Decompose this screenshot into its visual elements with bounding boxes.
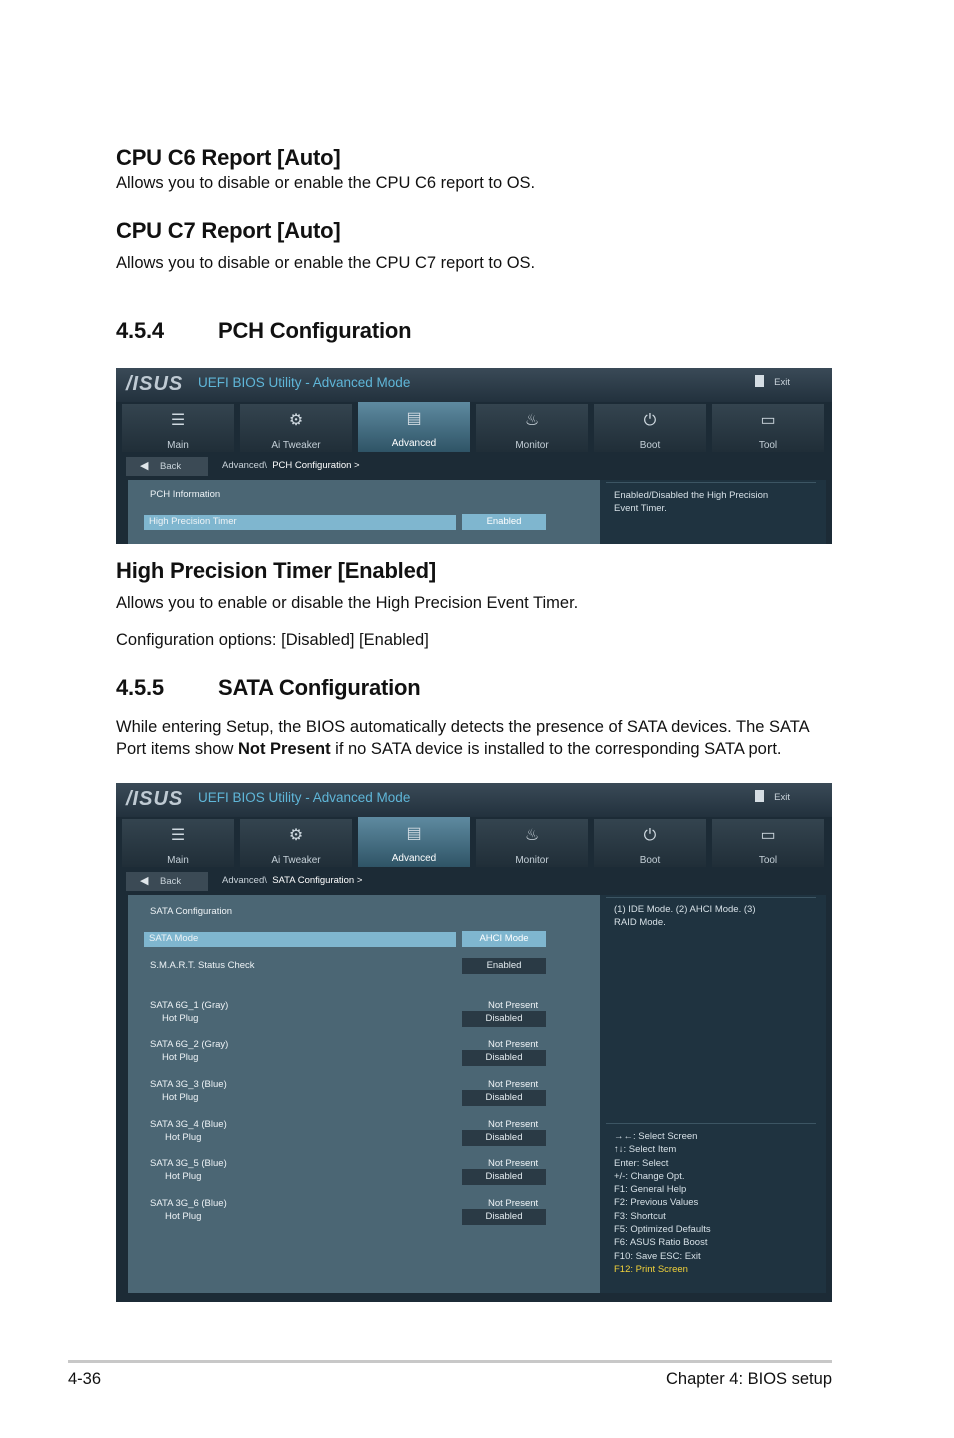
sata-port-status: Not Present bbox=[488, 1079, 539, 1090]
breadcrumb-bar bbox=[122, 456, 826, 478]
c6-description: Allows you to disable or enable the CPU C6 report to OS. bbox=[116, 174, 536, 192]
tool-icon: ▭ bbox=[760, 412, 776, 429]
bios-title: UEFI BIOS Utility - Advanced Mode bbox=[198, 375, 411, 390]
hot-plug-value[interactable]: Disabled bbox=[462, 1011, 546, 1027]
sata-port-name: SATA 3G_6 (Blue) bbox=[150, 1198, 227, 1209]
tab-tool[interactable]: ▭ Tool bbox=[712, 404, 824, 452]
key-print-screen: F12: Print Screen bbox=[614, 1263, 688, 1275]
hot-plug-value[interactable]: Disabled bbox=[462, 1130, 546, 1146]
sata-port-name: SATA 3G_3 (Blue) bbox=[150, 1079, 227, 1090]
footer-rule bbox=[68, 1360, 832, 1363]
asus-logo: /ISUS bbox=[126, 788, 184, 810]
exit-button[interactable]: Exit bbox=[774, 377, 790, 388]
sata-port-status: Not Present bbox=[488, 1198, 539, 1209]
monitor-icon: ♨ bbox=[524, 827, 540, 844]
c7-description: Allows you to disable or enable the CPU C7 report to OS. bbox=[116, 254, 536, 272]
sata-description-line-1: While entering Setup, the BIOS automatically detects the presence of SATA devices. The SATA bbox=[116, 718, 810, 736]
exit-button[interactable]: Exit bbox=[774, 792, 790, 803]
key-enter: Enter: Select bbox=[614, 1157, 669, 1169]
power-icon: ⏻ bbox=[643, 412, 657, 429]
exit-icon[interactable] bbox=[755, 375, 764, 387]
pch-section-number: 4.5.4 bbox=[116, 318, 164, 343]
key-previous-values: F2: Previous Values bbox=[614, 1197, 699, 1209]
sata-port-name: SATA 3G_5 (Blue) bbox=[150, 1158, 227, 1169]
tab-main[interactable]: ☰ Main bbox=[122, 404, 234, 452]
bios-tabs bbox=[122, 819, 826, 867]
hpt-description: Allows you to enable or disable the High Precision Event Timer. bbox=[116, 594, 579, 612]
exit-icon[interactable] bbox=[755, 790, 764, 802]
hot-plug-label: Hot Plug bbox=[162, 1052, 199, 1063]
hot-plug-value[interactable]: Disabled bbox=[462, 1090, 546, 1106]
hot-plug-label: Hot Plug bbox=[165, 1211, 202, 1222]
help-text-line-1: (1) IDE Mode. (2) AHCI Mode. (3) bbox=[614, 904, 756, 915]
bios-title: UEFI BIOS Utility - Advanced Mode bbox=[198, 790, 411, 805]
sata-port-status: Not Present bbox=[488, 1000, 539, 1011]
help-pane bbox=[600, 480, 826, 544]
help-text-line-1: Enabled/Disabled the High Precision bbox=[614, 490, 769, 501]
sata-port-status: Not Present bbox=[488, 1158, 539, 1169]
hot-plug-label: Hot Plug bbox=[165, 1171, 202, 1182]
high-precision-timer-label: High Precision Timer bbox=[149, 516, 237, 527]
bios-title-bar bbox=[116, 783, 832, 817]
sata-port-name: SATA 6G_2 (Gray) bbox=[150, 1039, 229, 1050]
hpt-heading: High Precision Timer [Enabled] bbox=[116, 558, 436, 583]
back-arrow-icon: ◀ bbox=[140, 875, 149, 887]
tab-advanced[interactable]: ▤ Advanced bbox=[358, 817, 470, 867]
smart-status-value[interactable]: Enabled bbox=[462, 958, 546, 974]
settings-pane bbox=[128, 895, 600, 1293]
tweaker-icon: ⚙ bbox=[288, 412, 304, 429]
power-icon: ⏻ bbox=[643, 827, 657, 844]
back-button[interactable]: ◀ Back bbox=[126, 457, 208, 476]
key-shortcut: F3: Shortcut bbox=[614, 1210, 666, 1222]
bios-screenshot-sata bbox=[116, 783, 832, 1302]
help-text-line-2: Event Timer. bbox=[614, 503, 667, 514]
tab-ai-tweaker[interactable]: ⚙ Ai Tweaker bbox=[240, 404, 352, 452]
pch-section-title: PCH Configuration bbox=[218, 318, 412, 343]
asus-logo: /ISUS bbox=[126, 373, 184, 395]
high-precision-timer-value[interactable]: Enabled bbox=[462, 514, 546, 530]
list-icon: ☰ bbox=[170, 412, 186, 429]
tweaker-icon: ⚙ bbox=[288, 827, 304, 844]
sata-section-number: 4.5.5 bbox=[116, 675, 164, 700]
sata-section-title: SATA Configuration bbox=[218, 675, 421, 700]
tool-icon: ▭ bbox=[760, 827, 776, 844]
help-text-line-2: RAID Mode. bbox=[614, 917, 666, 928]
key-change-opt: +/-: Change Opt. bbox=[614, 1170, 685, 1182]
hot-plug-value[interactable]: Disabled bbox=[462, 1169, 546, 1185]
smart-status-label: S.M.A.R.T. Status Check bbox=[150, 960, 255, 971]
sata-port-status: Not Present bbox=[488, 1119, 539, 1130]
key-general-help: F1: General Help bbox=[614, 1184, 687, 1196]
hpt-options: Configuration options: [Disabled] [Enabled] bbox=[116, 631, 429, 649]
sata-port-status: Not Present bbox=[488, 1039, 539, 1050]
tab-monitor[interactable]: ♨ Monitor bbox=[476, 819, 588, 867]
back-button[interactable]: ◀ Back bbox=[126, 872, 208, 891]
tab-main[interactable]: ☰ Main bbox=[122, 819, 234, 867]
settings-pane bbox=[128, 480, 600, 544]
key-save-exit: F10: Save ESC: Exit bbox=[614, 1250, 701, 1262]
hot-plug-value[interactable]: Disabled bbox=[462, 1050, 546, 1066]
breadcrumb: Advanced\ PCH Configuration > bbox=[222, 460, 360, 471]
tab-monitor[interactable]: ♨ Monitor bbox=[476, 404, 588, 452]
c6-heading: CPU C6 Report [Auto] bbox=[116, 145, 341, 170]
breadcrumb-bar bbox=[122, 871, 826, 893]
sata-mode-value[interactable]: AHCI Mode bbox=[462, 931, 546, 947]
page-number: 4-36 bbox=[68, 1370, 102, 1388]
tab-tool[interactable]: ▭ Tool bbox=[712, 819, 824, 867]
key-optimized-defaults: F5: Optimized Defaults bbox=[614, 1224, 711, 1236]
pch-information-heading: PCH Information bbox=[150, 489, 221, 500]
advanced-icon: ▤ bbox=[406, 825, 422, 842]
monitor-icon: ♨ bbox=[524, 412, 540, 429]
bios-tabs bbox=[122, 404, 826, 452]
bios-title-bar bbox=[116, 368, 832, 402]
back-arrow-icon: ◀ bbox=[140, 460, 149, 472]
sata-mode-label: SATA Mode bbox=[149, 933, 199, 944]
tab-advanced[interactable]: ▤ Advanced bbox=[358, 402, 470, 452]
tab-ai-tweaker[interactable]: ⚙ Ai Tweaker bbox=[240, 819, 352, 867]
key-legend bbox=[614, 1130, 711, 1276]
sata-description-line-2: Port items show Not Present if no SATA device is installed to the corresponding SATA port. bbox=[116, 740, 782, 758]
sata-port-name: SATA 3G_4 (Blue) bbox=[150, 1119, 227, 1130]
hot-plug-label: Hot Plug bbox=[162, 1092, 199, 1103]
breadcrumb: Advanced\ SATA Configuration > bbox=[222, 875, 363, 886]
bios-screenshot-pch bbox=[116, 368, 832, 544]
sata-configuration-heading: SATA Configuration bbox=[150, 906, 233, 917]
advanced-icon: ▤ bbox=[406, 410, 422, 427]
key-ratio-boost: F6: ASUS Ratio Boost bbox=[614, 1237, 708, 1249]
hot-plug-label: Hot Plug bbox=[165, 1132, 202, 1143]
tab-boot[interactable]: ⏻ Boot bbox=[594, 404, 706, 452]
chapter-title: Chapter 4: BIOS setup bbox=[665, 1370, 832, 1388]
key-select-item: ↑↓: Select Item bbox=[614, 1144, 677, 1156]
sata-port-name: SATA 6G_1 (Gray) bbox=[150, 1000, 229, 1011]
c7-heading: CPU C7 Report [Auto] bbox=[116, 218, 341, 243]
list-icon: ☰ bbox=[170, 827, 186, 844]
help-pane bbox=[600, 895, 826, 1293]
key-select-screen: →←: Select Screen bbox=[614, 1131, 698, 1142]
hot-plug-value[interactable]: Disabled bbox=[462, 1209, 546, 1225]
tab-boot[interactable]: ⏻ Boot bbox=[594, 819, 706, 867]
hot-plug-label: Hot Plug bbox=[162, 1013, 199, 1024]
